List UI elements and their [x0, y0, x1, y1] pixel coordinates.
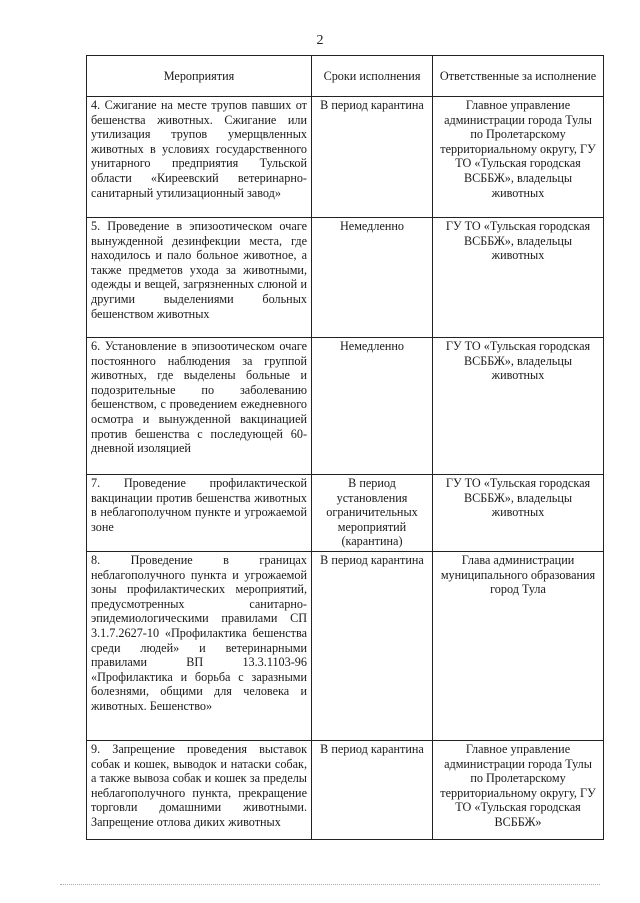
responsible-cell: ГУ ТО «Тульская городская ВСББЖ», владельцы животных	[433, 338, 604, 475]
table-header-row	[87, 56, 604, 97]
deadline-cell: Немедленно	[312, 218, 433, 338]
header-measures: Мероприятия	[87, 56, 312, 97]
deadline-cell: В период карантина	[312, 551, 433, 740]
table-row	[87, 740, 604, 839]
deadline-cell: В период карантина	[312, 97, 433, 218]
scan-noise-line	[60, 884, 600, 887]
measure-cell: 9. Запрещение проведения выставок собак и кошек, выводок и натаски собак, а также вывоза собак и кошек за пределы неблагополучного пункта, прекращение торговли домашними животными. Запрещение отлова диких животных	[87, 740, 312, 839]
responsible-cell: ГУ ТО «Тульская городская ВСББЖ», владельцы животных	[433, 218, 604, 338]
header-deadline: Сроки исполнения	[312, 56, 433, 97]
table-row	[87, 551, 604, 740]
header-responsible: Ответственные за исполнение	[433, 56, 604, 97]
measure-cell: 8. Проведение в границах неблагополучного пункта и угрожаемой зоны профилактических мероприятий, предусмотренных санитарно-эпидемиологическими правилами СП 3.1.7.2627-10 «Профилактика бешенства среди людей» и ветеринарными правилами ВП 13.3.1103-96 «Профилактика и борьба с заразными болезнями, общими для человека и животных. Бешенство»	[87, 551, 312, 740]
responsible-cell: Главное управление администрации города Тулы по Пролетарскому территориальному округу, ГУ ТО «Тульская городская ВСББЖ»	[433, 740, 604, 839]
table-row	[87, 475, 604, 552]
deadline-cell: Немедленно	[312, 338, 433, 475]
table-row	[87, 97, 604, 218]
deadline-cell: В период карантина	[312, 740, 433, 839]
responsible-cell: Глава администрации муниципального образования город Тула	[433, 551, 604, 740]
measure-cell: 7. Проведение профилактической вакцинации против бешенства животных в неблагополучном пункте и угрожаемой зоне	[87, 475, 312, 552]
responsible-cell: Главное управление администрации города Тулы по Пролетарскому территориальному округу, ГУ ТО «Тульская городская ВСББЖ», владельцы животных	[433, 97, 604, 218]
measures-table	[86, 55, 604, 840]
responsible-cell: ГУ ТО «Тульская городская ВСББЖ», владельцы животных	[433, 475, 604, 552]
table-row	[87, 218, 604, 338]
measure-cell: 5. Проведение в эпизоотическом очаге вынужденной дезинфекции места, где находилось и пало больное животное, а также предметов ухода за животными, одежды и вещей, загрязненных слюной и другими выделениями больных бешенством животных	[87, 218, 312, 338]
deadline-cell: В период установления ограничительных мероприятий (карантина)	[312, 475, 433, 552]
table-row	[87, 338, 604, 475]
measure-cell: 6. Установление в эпизоотическом очаге постоянного наблюдения за группой животных, где выделены больные и подозрительные по заболеванию бешенством, с проведением ежедневного осмотра и вынужденной вакцинацией против бешенства с последующей 60-дневной изоляцией	[87, 338, 312, 475]
page-number: 2	[316, 33, 324, 48]
measure-cell: 4. Сжигание на месте трупов павших от бешенства животных. Сжигание или утилизация трупов умерщвленных животных в условиях государственного унитарного предприятия Тульской области «Киреевский ветеринарно-санитарный утилизационный завод»	[87, 97, 312, 218]
